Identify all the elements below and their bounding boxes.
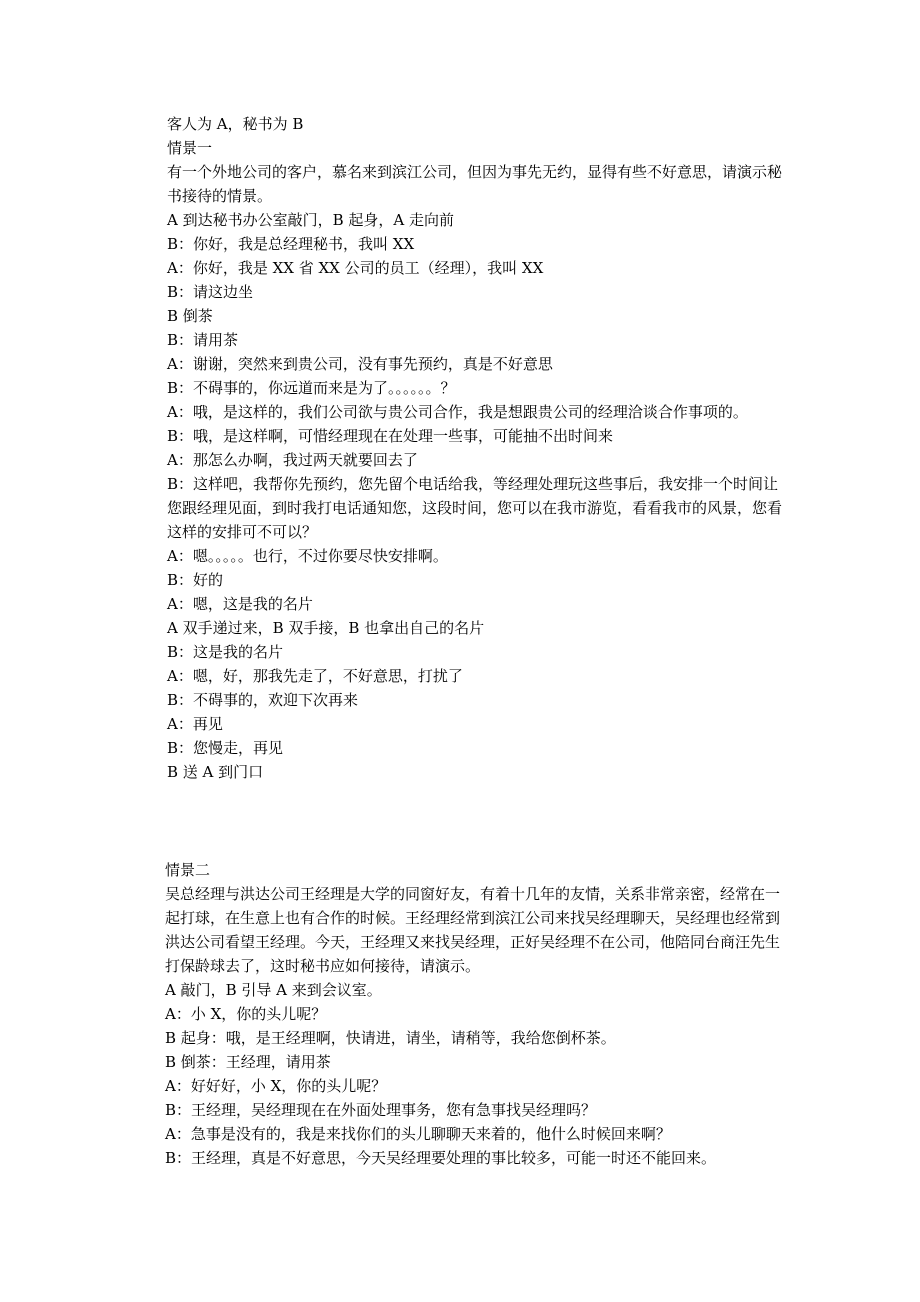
scenario-two-title: 情景二 [165, 861, 211, 879]
scenario-one-title: 情景一 [167, 139, 213, 157]
dialogue-line: A：你好，我是 XX 省 XX 公司的员工（经理），我叫 XX [167, 259, 544, 277]
dialogue-line: B：王经理，真是不好意思，今天吴经理要处理的事比较多，可能一时还不能回来。 [165, 1149, 717, 1167]
scenario-one-description: 有一个外地公司的客户，慕名来到滨江公司，但因为事先无约，显得有些不好意思，请演示秘书接待的情景。 [167, 163, 783, 205]
dialogue-line: A：嗯，这是我的名片 [167, 595, 313, 613]
dialogue-line: A 敲门，B 引导 A 来到会议室。 [165, 981, 382, 999]
dialogue-line: B：您慢走，再见 [167, 739, 284, 757]
dialogue-line: A：小 X，你的头儿呢？ [165, 1005, 327, 1023]
dialogue-line: B：哦，是这样啊，可惜经理现在在处理一些事，可能抽不出时间来 [167, 427, 614, 445]
dialogue-line: B：不碍事的，欢迎下次再来 [167, 691, 359, 709]
scenario-two-section [165, 858, 785, 1170]
dialogue-line: B 起身：哦，是王经理啊，快请进，请坐，请稍等，我给您倒杯茶。 [165, 1029, 616, 1047]
dialogue-line: A：好好好，小 X，你的头儿呢？ [165, 1077, 387, 1095]
dialogue-line: A：谢谢，突然来到贵公司，没有事先预约，真是不好意思 [167, 355, 553, 373]
dialogue-line: A：嗯。。。。。也行，不过你要尽快安排啊。 [167, 547, 448, 565]
dialogue-line: A：急事是没有的，我是来找你们的头儿聊聊天来着的，他什么时候回来啊？ [165, 1125, 671, 1143]
dialogue-line: A：再见 [167, 715, 223, 733]
dialogue-line: B 倒茶：王经理，请用茶 [165, 1053, 331, 1071]
dialogue-line: B：请用茶 [167, 331, 239, 349]
dialogue-line: B：这样吧，我帮你先预约，您先留个电话给我，等经理处理玩这些事后，我安排一个时间让您跟经理见面，到时我打电话通知您，这段时间，您可以在我市游览，看看我市的风景，您看这样的安排可不可以？ [167, 475, 783, 541]
dialogue-line: B 倒茶 [167, 307, 213, 325]
dialogue-line: A：嗯，好，那我先走了，不好意思，打扰了 [167, 667, 463, 685]
dialogue-line: B：不碍事的，你远道而来是为了。。。。。。？ [167, 379, 456, 397]
dialogue-line: B：王经理，吴经理现在在外面处理事务，您有急事找吴经理吗？ [165, 1101, 597, 1119]
dialogue-line: A 到达秘书办公室敲门，B 起身，A 走向前 [167, 211, 454, 229]
role-definition: 客人为 A，秘书为 B [167, 115, 304, 133]
dialogue-line: A 双手递过来，B 双手接，B 也拿出自己的名片 [167, 619, 485, 637]
dialogue-line: B 送 A 到门口 [167, 763, 264, 781]
dialogue-line: B：好的 [167, 571, 224, 589]
dialogue-line: A：哦，是这样的，我们公司欲与贵公司合作，我是想跟贵公司的经理洽谈合作事项的。 [167, 403, 748, 421]
scenario-two-description: 吴总经理与洪达公司王经理是大学的同窗好友，有着十几年的友情，关系非常亲密，经常在一起打球，在生意上也有合作的时候。王经理经常到滨江公司来找吴经理聊天，吴经理也经常到洪达公司看望王经理。今天，王经理又来找吴经理，正好吴经理不在公司，他陪同台商汪先生打保龄球去了，这时秘书应如何接待，请演示。 [165, 885, 781, 975]
dialogue-line: B：请这边坐 [167, 283, 254, 301]
scenario-one-section [167, 112, 785, 784]
dialogue-line: B：你好，我是总经理秘书，我叫 XX [167, 235, 415, 253]
dialogue-line: A：那怎么办啊，我过两天就要回去了 [167, 451, 418, 469]
dialogue-line: B：这是我的名片 [167, 643, 284, 661]
